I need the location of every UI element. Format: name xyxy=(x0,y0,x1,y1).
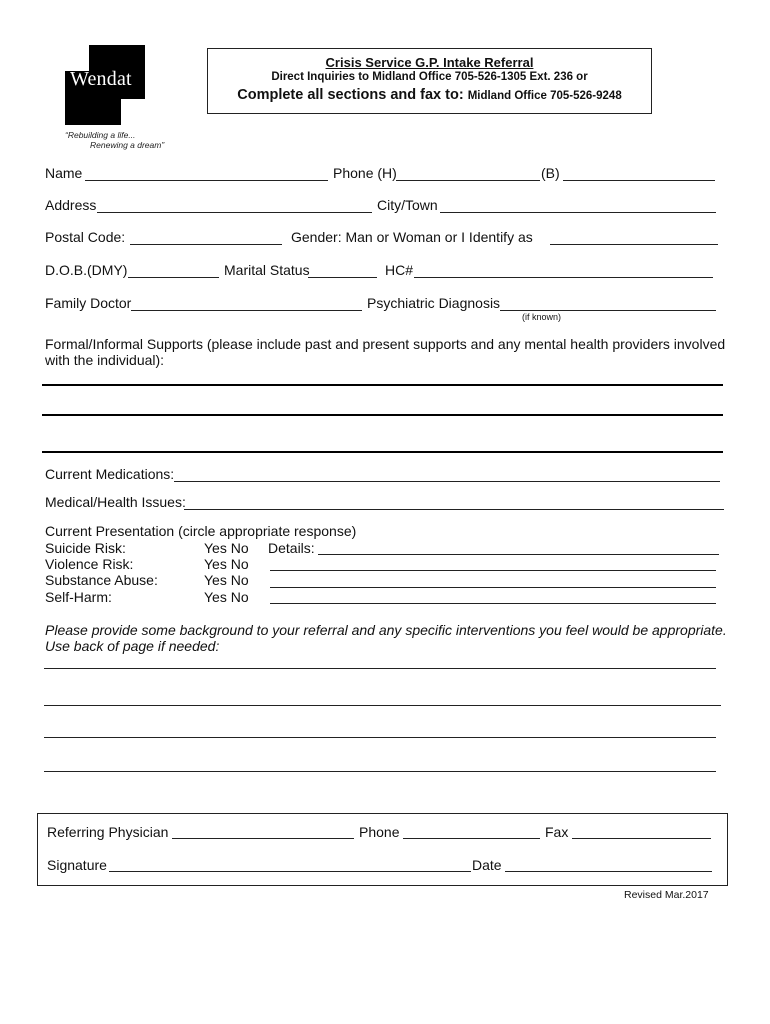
logo-wordmark: Wendat xyxy=(70,68,132,90)
header-box xyxy=(207,48,652,114)
signature-field[interactable] xyxy=(109,871,471,872)
referring-physician-field[interactable] xyxy=(172,838,354,839)
marital-status-label: Marital Status xyxy=(224,262,310,278)
phone-business-field[interactable] xyxy=(563,180,715,181)
risk-details-label: Details: xyxy=(268,540,315,556)
date-field[interactable] xyxy=(505,871,712,872)
phone-home-label: Phone (H) xyxy=(333,165,397,181)
suicide-details-field[interactable] xyxy=(318,554,719,555)
background-line-3[interactable] xyxy=(44,737,716,738)
logo-tagline-2: Renewing a dream” xyxy=(90,140,165,150)
family-doctor-field[interactable] xyxy=(131,310,362,311)
postal-code-label: Postal Code: xyxy=(45,229,126,245)
background-prompt-line1: Please provide some background to your referral and any specific interventions you feel would be appropriate. xyxy=(45,622,727,638)
risk-label: Substance Abuse: xyxy=(45,572,158,588)
dob-field[interactable] xyxy=(128,277,219,278)
city-label: City/Town xyxy=(377,197,438,213)
presentation-label: Current Presentation (circle appropriate response) xyxy=(45,523,357,539)
gender-label: Gender: Man or Woman or I Identify as xyxy=(291,229,533,245)
risk-label: Suicide Risk: xyxy=(45,540,126,556)
logo-tagline-1: “Rebuilding a life... xyxy=(65,130,136,140)
address-field[interactable] xyxy=(97,212,372,213)
signature-label: Signature xyxy=(47,857,107,873)
self-harm-details-field[interactable] xyxy=(270,603,716,604)
postal-code-field[interactable] xyxy=(130,244,282,245)
supports-line-2[interactable] xyxy=(42,414,723,416)
physician-fax-field[interactable] xyxy=(572,838,711,839)
supports-line-1[interactable] xyxy=(42,384,723,386)
background-line-2[interactable] xyxy=(44,705,721,706)
risk-yes-no[interactable]: Yes No xyxy=(204,572,249,588)
fax-line xyxy=(208,87,651,103)
medications-label: Current Medications: xyxy=(45,466,175,482)
fax-office: Midland Office 705-526-9248 xyxy=(467,90,622,102)
city-field[interactable] xyxy=(440,212,716,213)
risk-yes-no[interactable]: Yes No xyxy=(204,589,249,605)
risk-yes-no[interactable]: Yes No xyxy=(204,556,249,572)
medical-issues-field[interactable] xyxy=(184,509,724,510)
risk-label: Self-Harm: xyxy=(45,589,112,605)
form-title: Crisis Service G.P. Intake Referral xyxy=(325,55,534,70)
name-label: Name xyxy=(45,165,83,181)
fax-lead: Complete all sections and fax to: xyxy=(237,87,468,103)
background-line-1[interactable] xyxy=(44,668,716,669)
medical-issues-label: Medical/Health Issues: xyxy=(45,494,186,510)
physician-phone-field[interactable] xyxy=(403,838,540,839)
phone-business-label: (B) xyxy=(541,165,560,181)
phone-home-field[interactable] xyxy=(396,180,540,181)
background-line-4[interactable] xyxy=(44,771,716,772)
psych-diagnosis-label: Psychiatric Diagnosis xyxy=(367,295,501,311)
supports-label-line2: with the individual): xyxy=(45,352,165,368)
revised-date: Revised Mar.2017 xyxy=(624,889,709,901)
referring-physician-label: Referring Physician xyxy=(47,824,169,840)
background-prompt-line2: Use back of page if needed: xyxy=(45,638,220,654)
hc-label: HC# xyxy=(385,262,414,278)
physician-fax-label: Fax xyxy=(545,824,569,840)
inquiries-line: Direct Inquiries to Midland Office 705-526-1305 Ext. 236 or xyxy=(271,71,588,83)
physician-phone-label: Phone xyxy=(359,824,400,840)
risk-yes-no[interactable]: Yes No xyxy=(204,540,249,556)
gender-identify-field[interactable] xyxy=(550,244,718,245)
medications-field[interactable] xyxy=(174,481,720,482)
date-label: Date xyxy=(472,857,502,873)
supports-label-line1: Formal/Informal Supports (please include past and present supports and any mental health providers involved xyxy=(45,336,726,352)
family-doctor-label: Family Doctor xyxy=(45,295,132,311)
risk-label: Violence Risk: xyxy=(45,556,134,572)
marital-status-field[interactable] xyxy=(308,277,377,278)
substance-details-field[interactable] xyxy=(270,587,716,588)
hc-field[interactable] xyxy=(414,277,713,278)
address-label: Address xyxy=(45,197,97,213)
supports-line-3[interactable] xyxy=(42,451,723,453)
psych-diagnosis-field[interactable] xyxy=(500,310,716,311)
if-known-note: (if known) xyxy=(522,312,562,322)
name-field[interactable] xyxy=(85,180,328,181)
dob-label: D.O.B.(DMY) xyxy=(45,262,128,278)
violence-details-field[interactable] xyxy=(270,570,716,571)
